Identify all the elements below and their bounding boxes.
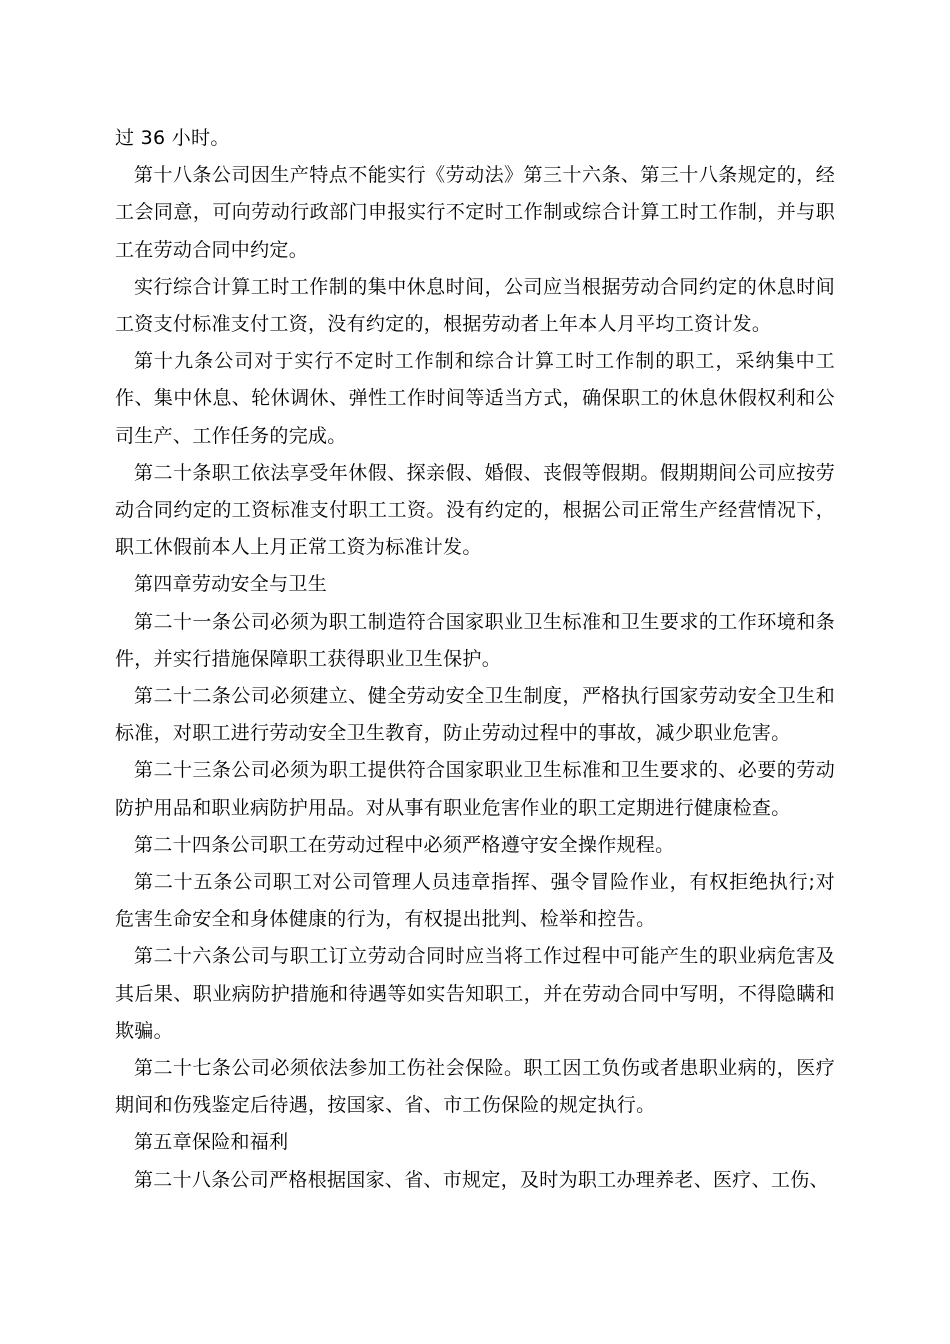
paragraph: 第二十五条公司职工对公司管理人员违章指挥、强令冒险作业，有权拒绝执行;对危害生命安全和身体健康的行为，有权提出批判、检举和控告。 (115, 871, 835, 931)
paragraph: 过 36 小时。 (115, 127, 230, 149)
paragraph: 第二十一条公司必须为职工制造符合国家职业卫生标准和卫生要求的工作环境和条件，并实行措施保障职工获得职业卫生保护。 (115, 610, 835, 670)
paragraph: 第二十条职工依法享受年休假、探亲假、婚假、丧假等假期。假期期间公司应按劳动合同约定的工资标准支付职工工资。没有约定的，根据公司正常生产经营情况下，职工休假前本人上月正常工资为标准计发。 (115, 461, 835, 559)
paragraph: 第十八条公司因生产特点不能实行《劳动法》第三十六条、第三十八条规定的，经工会同意，可向劳动行政部门申报实行不定时工作制或综合计算工时工作制，并与职工在劳动合同中约定。 (115, 164, 835, 261)
chapter-heading: 第五章保险和福利 (134, 1131, 289, 1154)
paragraph: 第二十三条公司必须为职工提供符合国家职业卫生标准和卫生要求的、必要的劳动防护用品和职业病防护用品。对从事有职业危害作业的职工定期进行健康检查。 (115, 759, 835, 819)
paragraph: 第二十六条公司与职工订立劳动合同时应当将工作过程中可能产生的职业病危害及其后果、职业病防护措施和待遇等如实告知职工，并在劳动合同中写明，不得隐瞒和欺骗。 (115, 945, 835, 1042)
paragraph: 第十九条公司对于实行不定时工作制和综合计算工时工作制的职工，采纳集中工作、集中休息、轮休调休、弹性工作时间等适当方式，确保职工的休息休假权利和公司生产、工作任务的完成。 (115, 350, 835, 447)
chapter-heading: 第四章劳动安全与卫生 (134, 573, 328, 596)
document-body (115, 120, 835, 1199)
paragraph: 第二十二条公司必须建立、健全劳动安全卫生制度，严格执行国家劳动安全卫生和标准，对职工进行劳动安全卫生教育，防止劳动过程中的事故，减少职业危害。 (115, 685, 835, 745)
paragraph: 第二十八条公司严格根据国家、省、市规定，及时为职工办理养老、医疗、工伤、 (134, 1168, 829, 1191)
paragraph: 第二十七条公司必须依法参加工伤社会保险。职工因工负伤或者患职业病的，医疗期间和伤残鉴定后待遇，按国家、省、市工伤保险的规定执行。 (115, 1057, 835, 1117)
paragraph: 第二十四条公司职工在劳动过程中必须严格遵守安全操作规程。 (134, 833, 675, 856)
paragraph: 实行综合计算工时工作制的集中休息时间，公司应当根据劳动合同约定的休息时间工资支付标准支付工资，没有约定的，根据劳动者上年本人月平均工资计发。 (115, 275, 835, 336)
